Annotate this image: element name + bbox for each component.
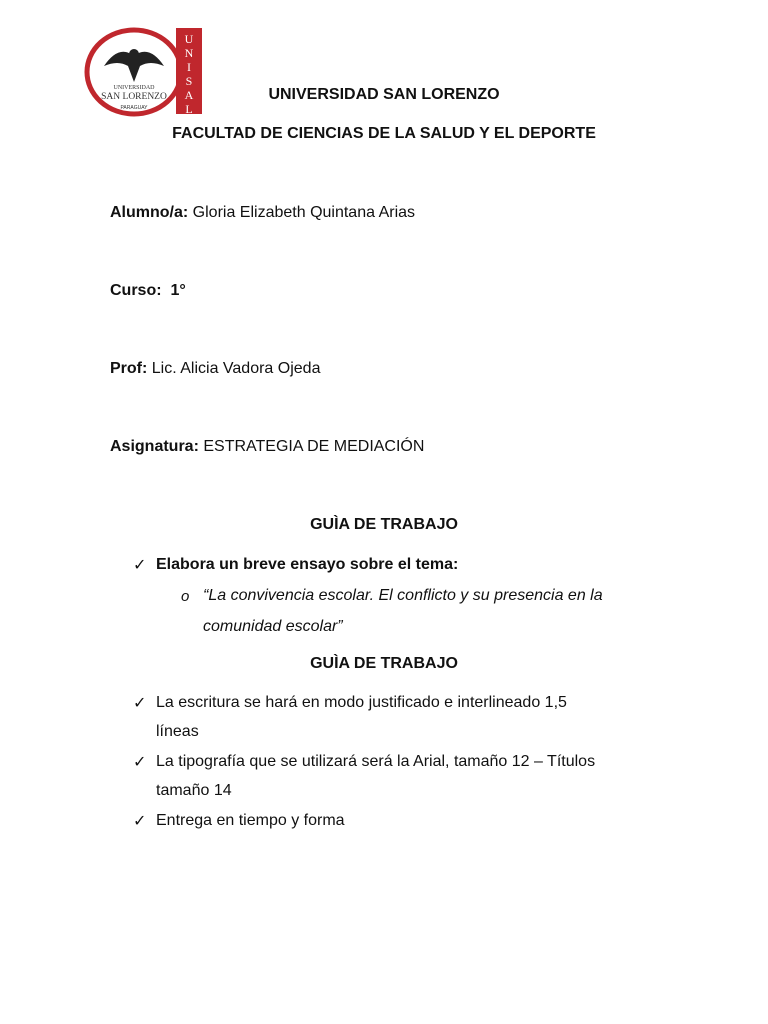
svg-text:SAN LORENZO: SAN LORENZO <box>101 92 167 102</box>
item1-line-2: líneas <box>156 723 199 740</box>
prof-value: Lic. Alicia Vadora Ojeda <box>151 360 321 377</box>
subject-value: ESTRATEGIA DE MEDIACIÓN <box>203 438 425 455</box>
checkmark-icon: ✓ <box>133 557 147 574</box>
circle-bullet-icon: o <box>181 588 190 605</box>
subject-label: Asignatura: <box>110 438 199 455</box>
svg-text:S: S <box>185 74 193 88</box>
topic-line-1: “La convivencia escolar. El conflicto y su presencia en la <box>203 587 603 604</box>
prof-label: Prof: <box>110 360 148 377</box>
university-logo <box>84 26 208 118</box>
svg-text:UNIVERSIDAD: UNIVERSIDAD <box>113 85 155 91</box>
item1-line-1: La escritura se hará en modo justificado e interlineado 1,5 <box>156 694 567 711</box>
guide2-item-3: Entrega en tiempo y forma <box>156 812 345 829</box>
student-value: Gloria Elizabeth Quintana Arias <box>192 204 416 221</box>
guide-title-1: GUÌA DE TRABAJO <box>310 516 458 533</box>
item2-line-2: tamaño 14 <box>156 782 232 799</box>
guide2-item-1 <box>156 688 567 746</box>
university-title: UNIVERSIDAD SAN LORENZO <box>268 86 500 103</box>
course-label: Curso: <box>110 282 162 299</box>
checkmark-icon: ✓ <box>133 695 147 712</box>
topic-line-2: comunidad escolar” <box>203 618 343 635</box>
guide2-item-2 <box>156 747 595 805</box>
subject-field <box>110 438 424 456</box>
prof-field <box>110 360 320 378</box>
course-field <box>110 282 186 300</box>
student-label: Alumno/a: <box>110 204 189 221</box>
checkmark-icon: ✓ <box>133 813 147 830</box>
item2-line-1: La tipografía que se utilizará será la Arial, tamaño 12 – Títulos <box>156 753 596 770</box>
guide1-topic <box>203 580 603 642</box>
svg-text:U: U <box>184 32 194 46</box>
student-field <box>110 204 415 222</box>
guide-title-2: GUÌA DE TRABAJO <box>310 655 458 672</box>
svg-text:I: I <box>187 60 191 74</box>
eagle-seal-icon <box>84 26 208 118</box>
course-value: 1° <box>170 282 186 299</box>
svg-text:A: A <box>184 88 194 102</box>
svg-text:PARAGUAY: PARAGUAY <box>120 105 148 111</box>
svg-text:L: L <box>185 102 193 116</box>
guide1-item: Elabora un breve ensayo sobre el tema: <box>156 556 459 573</box>
checkmark-icon: ✓ <box>133 754 147 771</box>
svg-text:N: N <box>184 46 194 60</box>
faculty-title: FACULTAD DE CIENCIAS DE LA SALUD Y EL DEPORTE <box>172 125 596 142</box>
